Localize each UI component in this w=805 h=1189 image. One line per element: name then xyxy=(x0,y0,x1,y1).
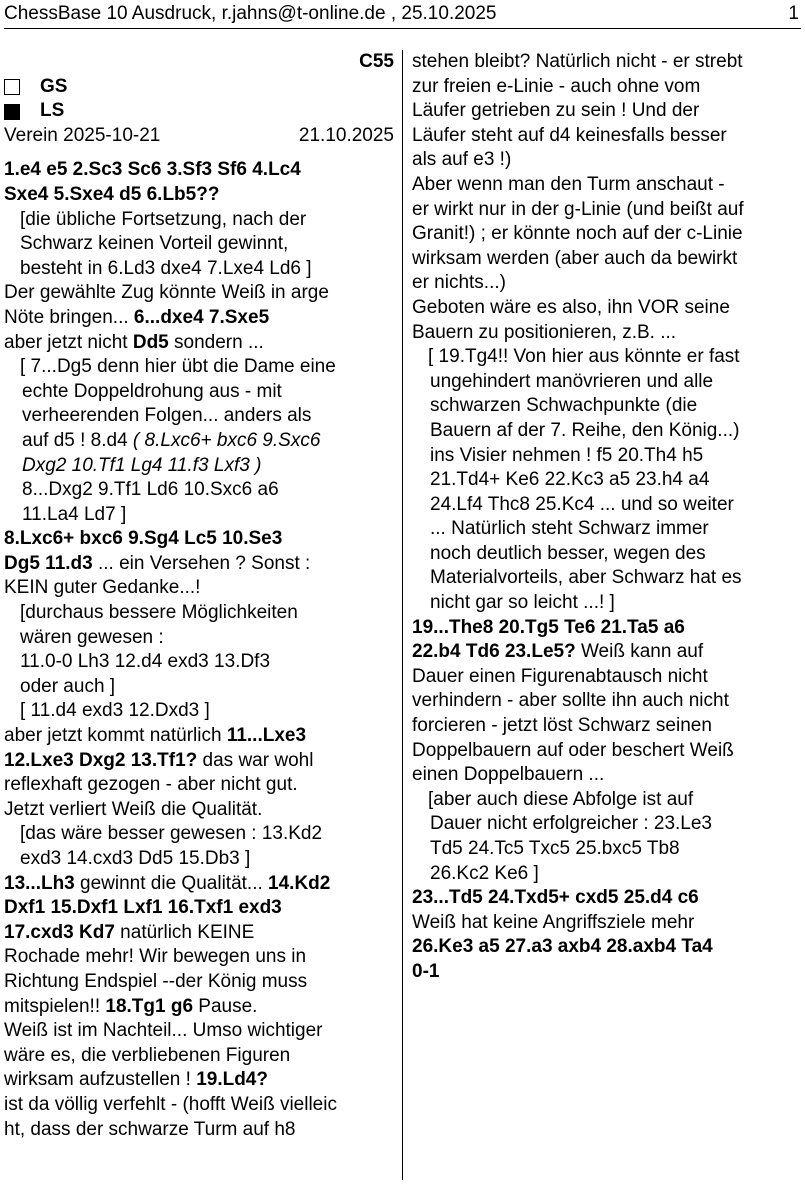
comment-text: aber jetzt kommt natürlich xyxy=(4,725,227,747)
move-line xyxy=(4,921,394,946)
comment-line xyxy=(4,1068,394,1093)
move-line: 23...Td5 24.Txd5+ cxd5 25.d4 c6 xyxy=(412,887,699,909)
move-text: 19.Ld4? xyxy=(196,1069,268,1091)
variation-line: 11.La4 Ld7 ] xyxy=(22,503,127,525)
variation-line: [die übliche Fortsetzung, nach der xyxy=(20,208,307,230)
move-text: 22.b4 Td6 23.Le5? xyxy=(412,641,576,663)
comment-line: stehen bleibt? Natürlich nicht - er strebt xyxy=(412,51,743,72)
comment-text: gewinnt die Qualität... xyxy=(74,872,269,894)
comment-line xyxy=(4,995,394,1020)
variation-line: Materialvorteils, aber Schwarz hat es xyxy=(430,567,742,589)
white-square-icon xyxy=(4,79,20,95)
variation-line: oder auch ] xyxy=(20,675,116,697)
variation-line: 26.Kc2 Ke6 ] xyxy=(430,862,539,884)
event-name: Verein 2025-10-21 xyxy=(4,124,161,146)
comment-line: Geboten wäre es also, ihn VOR seine xyxy=(412,296,730,318)
move-text: Dd5 xyxy=(132,331,169,353)
variation-line: Dauer nicht erfolgreicher : 23.Le3 xyxy=(430,813,712,835)
comment-text: natürlich KEINE xyxy=(114,921,255,943)
comment-text: Pause. xyxy=(193,995,258,1017)
move-line xyxy=(4,552,394,577)
white-player-name: GS xyxy=(40,75,68,97)
move-text: 6...dxe4 7.Sxe5 xyxy=(133,306,270,328)
variation-line: ins Visier nehmen ! f5 20.Th4 h5 xyxy=(430,444,704,466)
move-line xyxy=(4,872,394,897)
header-title: ChessBase 10 Ausdruck, r.jahns@t-online.de , 25.10.2025 xyxy=(4,3,497,24)
comment-line: Der gewählte Zug könnte Weiß in arge xyxy=(4,282,329,304)
comment-line xyxy=(4,331,394,356)
variation-line: ungehindert manövrieren und alle xyxy=(430,370,714,392)
variation-line: noch deutlich besser, wegen des xyxy=(430,542,706,564)
comment-line: wirksam werden (aber auch da bewirkt xyxy=(412,247,738,269)
comment-text: Weiß kann auf xyxy=(575,641,704,663)
comment-text: Nöte bringen... xyxy=(4,306,134,328)
subvariation-text: ( 8.Lxc6+ bxc6 9.Sxc6 xyxy=(132,429,321,451)
variation-line xyxy=(4,429,394,454)
comment-line: ht, dass der schwarze Turm auf h8 xyxy=(4,1118,296,1140)
variation-line: Schwarz keinen Vorteil gewinnt, xyxy=(20,233,289,255)
comment-line: Doppelbauern auf oder beschert Weiß xyxy=(412,739,734,761)
black-player-name: LS xyxy=(40,100,65,122)
comment-line: Granit!) ; er könnte noch auf der c-Linie xyxy=(412,223,743,245)
variation-line: schwarzen Schwachpunkte (die xyxy=(430,395,698,417)
comment-line: als auf e3 !) xyxy=(412,149,512,171)
comment-text: ... ein Versehen ? Sonst : xyxy=(92,552,311,574)
move-text: 17.cxd3 Kd7 xyxy=(4,921,115,943)
move-line: 1.e4 e5 2.Sc3 Sc6 3.Sf3 Sf6 4.Lc4 xyxy=(4,159,301,181)
move-line: Sxe4 5.Sxe4 d5 6.Lb5?? xyxy=(4,183,220,205)
comment-line: Richtung Endspiel --der König muss xyxy=(4,970,308,992)
comment-line: Weiß ist im Nachteil... Umso wichtiger xyxy=(4,1020,323,1042)
comment-text: das war wohl xyxy=(197,749,314,771)
game-result: 0-1 xyxy=(412,960,440,982)
event-date: 21.10.2025 xyxy=(298,124,394,146)
right-column xyxy=(412,50,792,985)
comment-text: sondern ... xyxy=(168,331,264,353)
left-column xyxy=(4,50,394,1142)
comment-line: Jetzt verliert Weiß die Qualität. xyxy=(4,798,263,820)
move-text: 11...Lxe3 xyxy=(226,725,307,747)
variation-line: nicht gar so leicht ...! ] xyxy=(430,592,615,614)
move-line xyxy=(412,640,792,665)
comment-line: wäre es, die verbliebenen Figuren xyxy=(4,1044,291,1066)
comment-line: ist da völlig verfehlt - (hofft Weiß vielleic xyxy=(4,1093,337,1115)
variation-line: [aber auch diese Abfolge ist auf xyxy=(428,788,694,810)
variation-line: [ 19.Tg4!! Von hier aus könnte er fast xyxy=(428,346,740,368)
variation-line: [ 11.d4 exd3 12.Dxd3 ] xyxy=(20,700,210,722)
black-square-icon xyxy=(4,104,20,120)
comment-line: er nichts...) xyxy=(412,272,506,294)
white-player xyxy=(4,75,394,100)
eco-code: C55 xyxy=(359,51,394,72)
comment-text: wirksam aufzustellen ! xyxy=(4,1069,197,1091)
variation-line: wären gewesen : xyxy=(20,626,164,648)
page-number: 1 xyxy=(788,3,799,24)
comment-line: er wirkt nur in der g-Linie (und beißt auf xyxy=(412,198,744,220)
variation-line: verheerenden Folgen... anders als xyxy=(22,405,312,427)
move-line: Dxf1 15.Dxf1 Lxf1 16.Txf1 exd3 xyxy=(4,897,282,919)
variation-line: 11.0-0 Lh3 12.d4 exd3 13.Df3 xyxy=(20,651,271,673)
move-text: Dg5 11.d3 xyxy=(4,552,93,574)
variation-line: 21.Td4+ Ke6 22.Kc3 a5 23.h4 a4 xyxy=(430,469,710,491)
event-line xyxy=(4,124,394,149)
variation-line: ... Natürlich steht Schwarz immer xyxy=(430,518,709,540)
variation-line: 8...Dxg2 9.Tf1 Ld6 10.Sxc6 a6 xyxy=(22,479,279,501)
move-text: 18.Tg1 g6 xyxy=(105,995,194,1017)
variation-line: Bauern af der 7. Reihe, den König...) xyxy=(430,419,740,441)
variation-line: [ 7...Dg5 denn hier übt die Dame eine xyxy=(20,356,336,378)
comment-line: Läufer getrieben zu sein ! Und der xyxy=(412,100,700,122)
comment-line: reflexhaft gezogen - aber nicht gut. xyxy=(4,774,298,796)
move-text: 13...Lh3 xyxy=(4,872,75,894)
comment-line xyxy=(4,724,394,749)
comment-line: KEIN guter Gedanke...! xyxy=(4,577,201,599)
move-line: 26.Ke3 a5 27.a3 axb4 28.axb4 Ta4 xyxy=(412,936,713,958)
comment-line xyxy=(4,306,394,331)
move-line: 8.Lxc6+ bxc6 9.Sg4 Lc5 10.Se3 xyxy=(4,528,283,550)
comment-line: Dauer einen Figurenabtausch nicht xyxy=(412,665,708,687)
comment-line: Bauern zu positionieren, z.B. ... xyxy=(412,321,677,343)
variation-line: Td5 24.Tc5 Txc5 25.bxc5 Tb8 xyxy=(430,838,680,859)
comment-text: aber jetzt nicht xyxy=(4,331,133,353)
variation-text: auf d5 ! 8.d4 xyxy=(22,429,133,451)
print-header xyxy=(4,2,801,29)
move-line xyxy=(4,749,394,774)
comment-line: Läufer steht auf d4 keinesfalls besser xyxy=(412,124,727,146)
variation-line: [das wäre besser gewesen : 13.Kd2 xyxy=(20,823,323,845)
comment-line: forcieren - jetzt löst Schwarz seinen xyxy=(412,715,712,737)
variation-line: [durchaus bessere Möglichkeiten xyxy=(20,602,298,624)
variation-line: 24.Lf4 Thc8 25.Kc4 ... und so weiter xyxy=(430,493,734,515)
comment-line: Weiß hat keine Angriffsziele mehr xyxy=(412,911,695,933)
comment-line: zur freien e-Linie - auch ohne vom xyxy=(412,75,701,97)
move-line: 19...The8 20.Tg5 Te6 21.Ta5 a6 xyxy=(412,616,685,638)
variation-line: echte Doppeldrohung aus - mit xyxy=(22,380,282,402)
move-text: 14.Kd2 xyxy=(268,872,331,894)
subvariation-line: Dxg2 10.Tf1 Lg4 11.f3 Lxf3 ) xyxy=(22,454,262,476)
comment-line: Aber wenn man den Turm anschaut - xyxy=(412,173,725,195)
comment-line: Rochade mehr! Wir bewegen uns in xyxy=(4,946,307,968)
move-text: 12.Lxe3 Dxg2 13.Tf1? xyxy=(4,749,198,771)
black-player xyxy=(4,99,394,124)
variation-line: exd3 14.cxd3 Dd5 15.Db3 ] xyxy=(20,848,251,869)
comment-line: einen Doppelbauern ... xyxy=(412,764,605,786)
variation-line: besteht in 6.Ld3 dxe4 7.Lxe4 Ld6 ] xyxy=(20,257,312,279)
column-divider xyxy=(402,50,403,1180)
comment-text: mitspielen!! xyxy=(4,995,106,1017)
comment-line: verhindern - aber sollte ihn auch nicht xyxy=(412,690,729,712)
